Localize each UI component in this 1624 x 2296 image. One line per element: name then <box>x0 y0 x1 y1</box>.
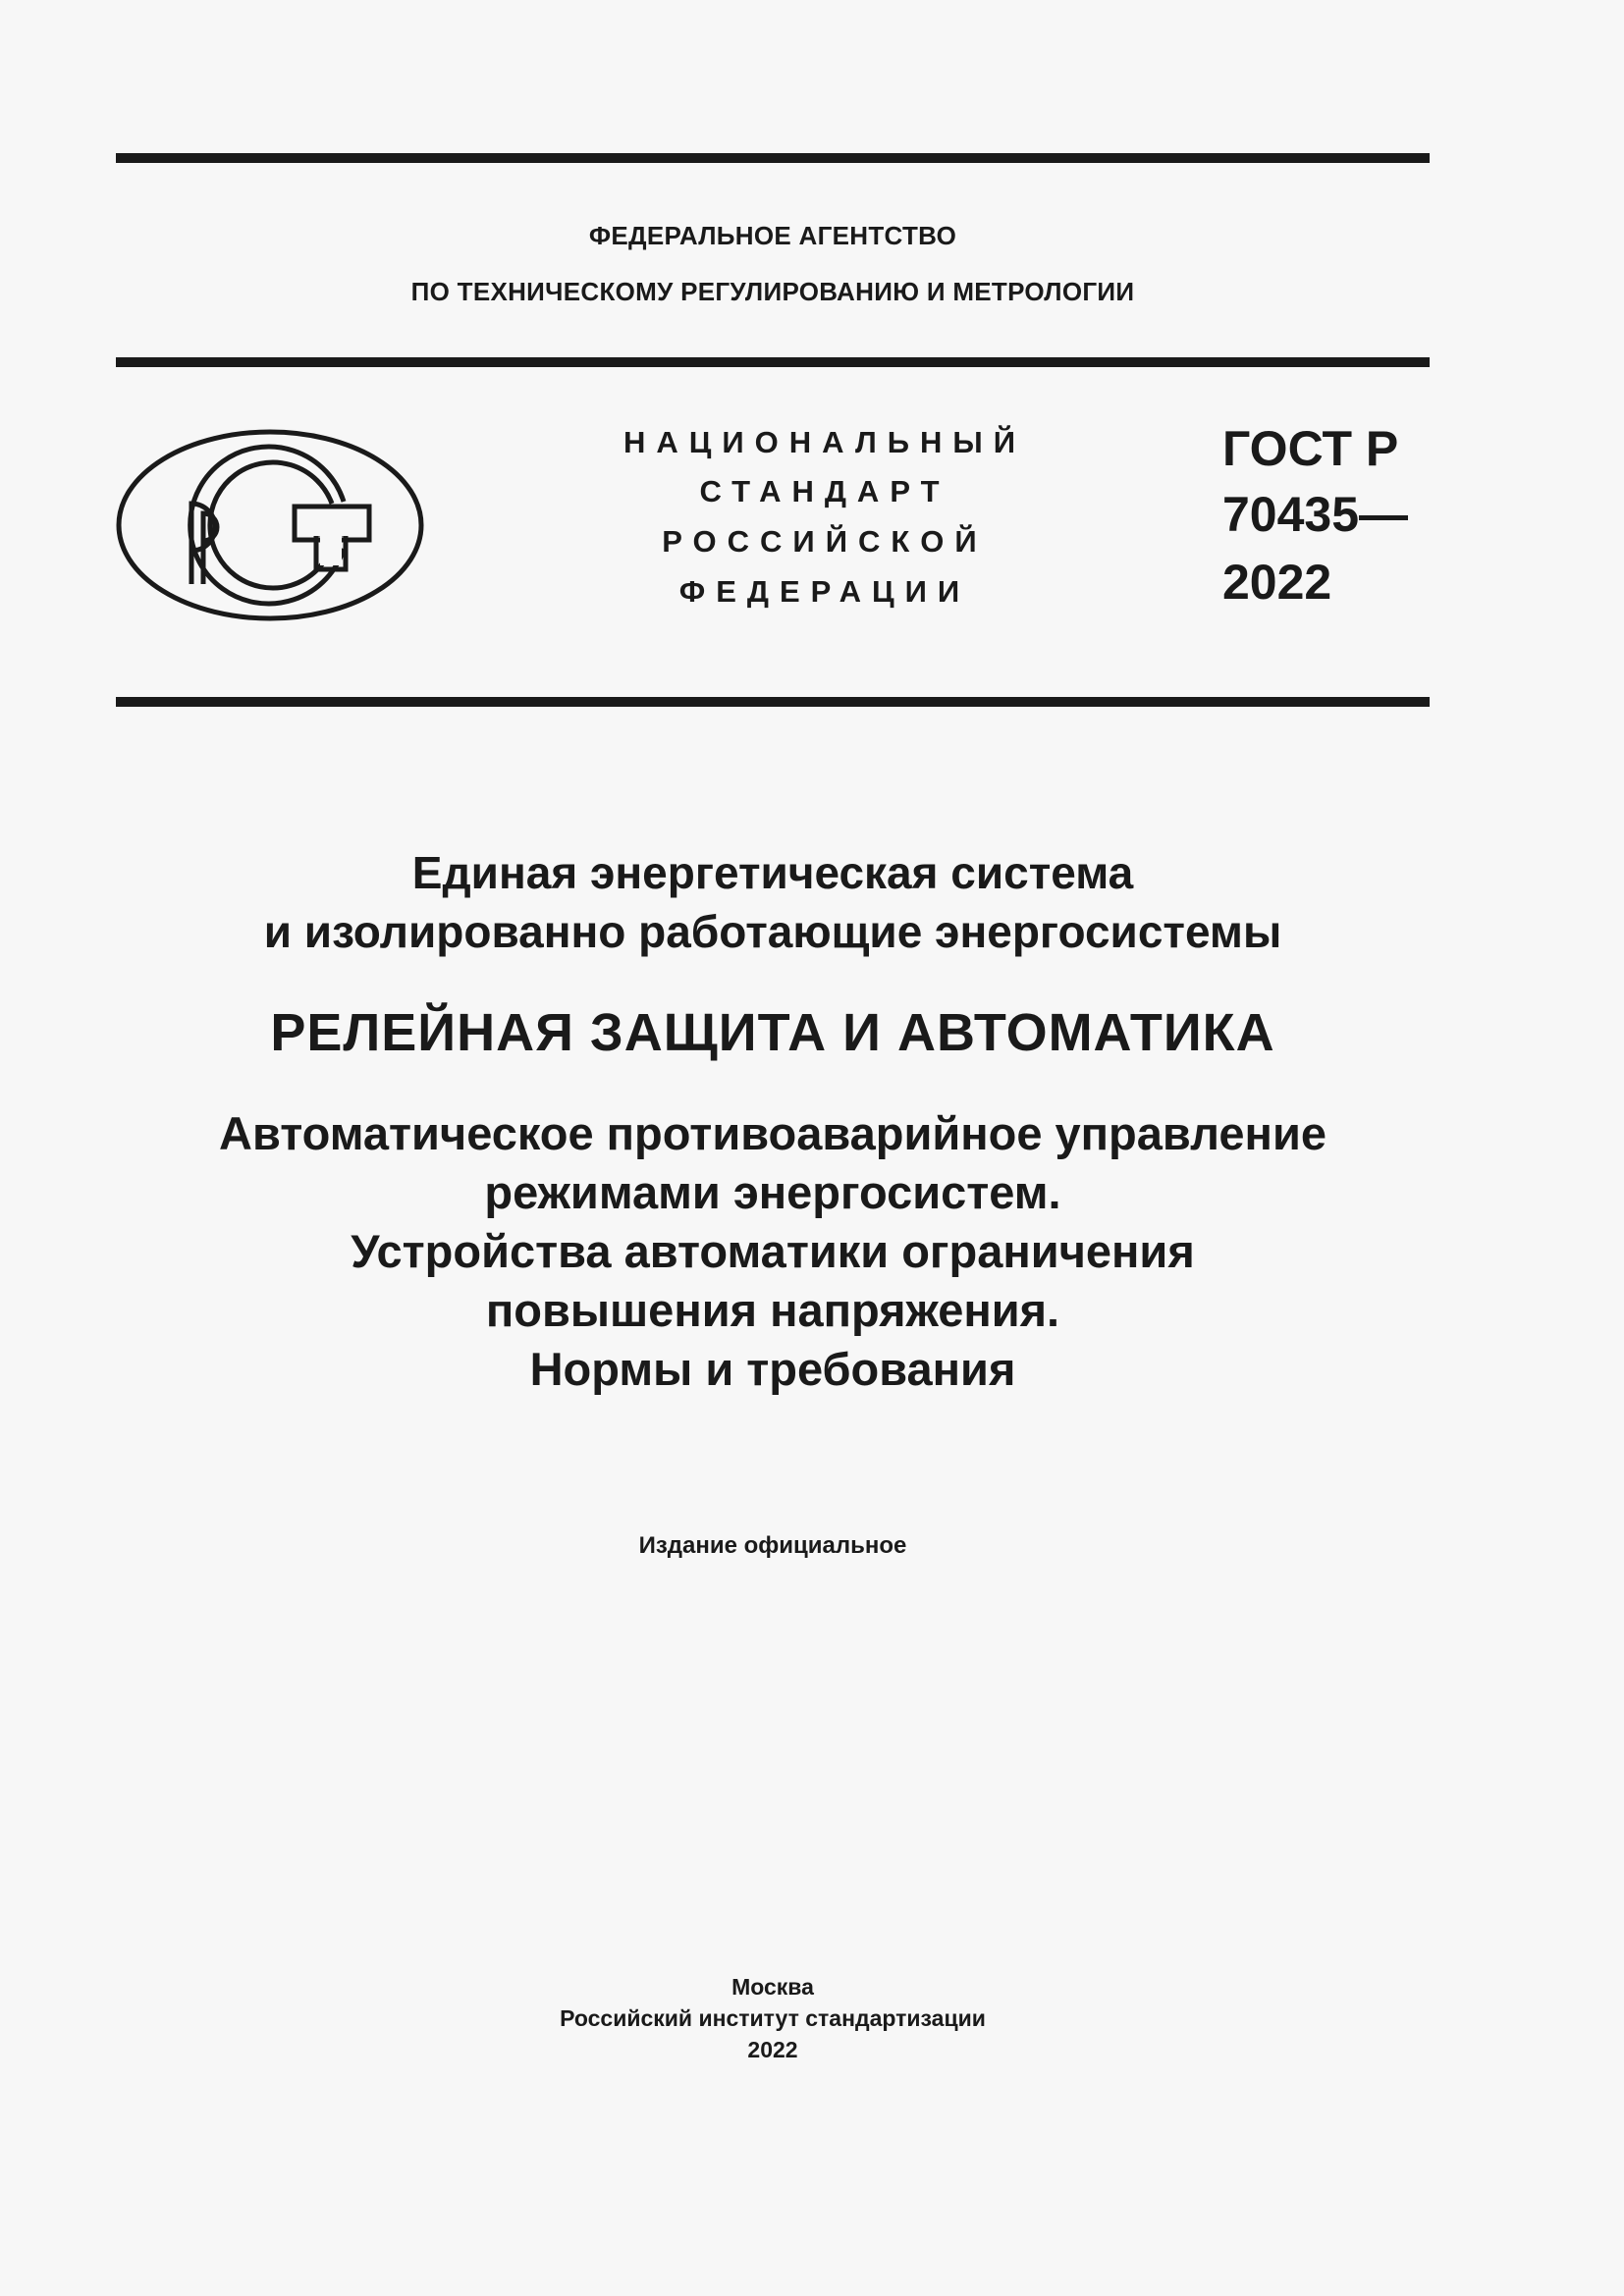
publisher-year: 2022 <box>747 2037 798 2062</box>
detail-title-line2: режимами энергосистем. <box>484 1166 1061 1218</box>
subtitle-line2: и изолированно работающие энергосистемы <box>263 906 1282 957</box>
standard-type-line1: НАЦИОНАЛЬНЫЙ <box>623 425 1027 459</box>
agency-name-line1: ФЕДЕРАЛЬНОЕ АГЕНТСТВО <box>588 221 957 250</box>
edition-label: Издание официальное <box>638 1532 907 1559</box>
agency-name-line2: ПО ТЕХНИЧЕСКОМУ РЕГУЛИРОВАНИЮ И МЕТРОЛОГИИ <box>410 277 1135 306</box>
main-title: РЕЛЕЙНАЯ ЗАЩИТА И АВТОМАТИКА <box>270 1003 1275 1062</box>
standard-type-line3: РОССИЙСКОЙ <box>662 524 988 559</box>
subtitle-line1: Единая энергетическая система <box>411 847 1134 898</box>
detail-title-line4: повышения напряжения. <box>485 1284 1060 1336</box>
logo-rule <box>116 697 1430 707</box>
header-rule <box>116 357 1430 367</box>
top-rule <box>116 153 1430 163</box>
publisher-city: Москва <box>731 1974 814 2000</box>
detail-title-line5: Нормы и требования <box>529 1343 1016 1395</box>
detail-title-line3: Устройства автоматики ограничения <box>351 1225 1195 1277</box>
detail-title-line1: Автоматическое противоаварийное управление <box>219 1107 1326 1159</box>
standard-type-line2: СТАНДАРТ <box>699 474 950 508</box>
standard-type-line4: ФЕДЕРАЦИИ <box>678 574 971 609</box>
gost-code-line1: ГОСТ Р <box>1222 421 1399 476</box>
gost-code-line2: 70435— <box>1222 487 1409 542</box>
gost-r-certification-mark-icon <box>116 429 424 621</box>
gost-code-line3: 2022 <box>1222 555 1332 610</box>
publisher-institute: Российский институт стандартизации <box>560 2005 986 2031</box>
